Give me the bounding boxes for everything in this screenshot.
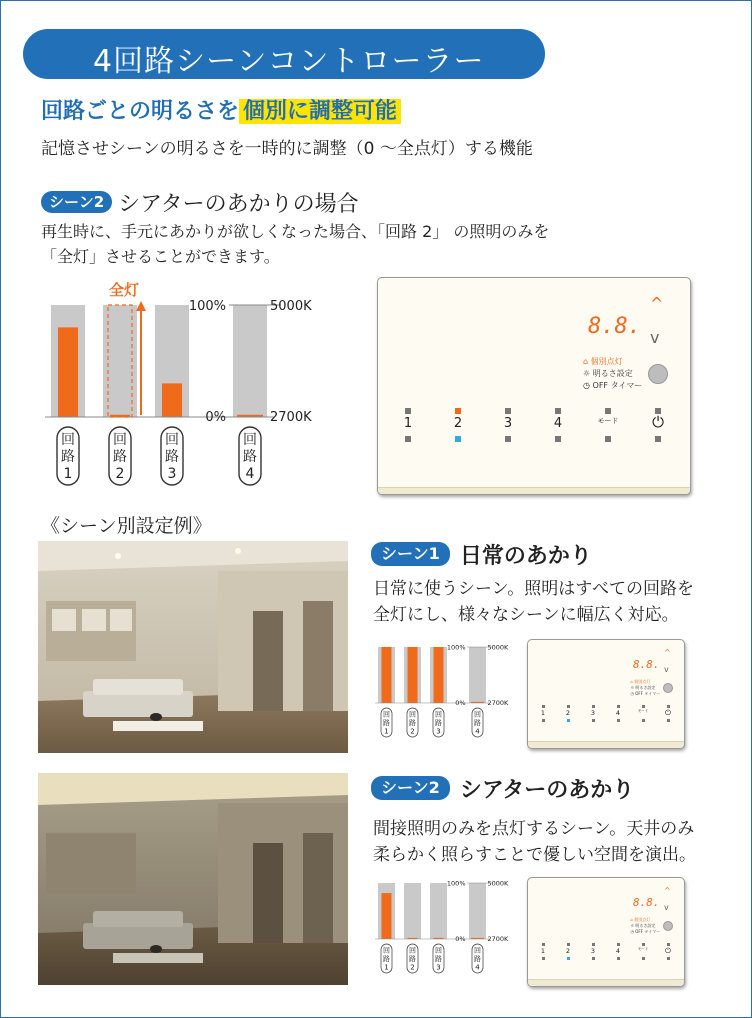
subline: 記憶させシーンの明るさを一時的に調整（0 ～全点灯）する機能 [41,139,533,159]
circuit-label-word: 路 [474,955,481,963]
button-label: 3 [590,947,596,955]
off-timer-indicator: ◷ OFF タイマー [583,381,643,390]
scene1-heading [371,539,592,570]
circuit-label-word: 回 [474,946,481,955]
circuit-label-number: 4 [475,963,480,972]
k-bottom-label: 2700K [270,410,312,425]
digital-display: 8.8. [633,658,660,671]
button-label: 4 [615,947,621,955]
circuit-label-word: 回 [383,946,390,955]
scene2-panel [527,877,685,987]
status-led [592,719,595,722]
bar-track [404,883,421,939]
off-timer-indicator: ◷ OFF タイマー [630,929,661,934]
circuit-label-word: 回 [435,710,442,719]
page-title: 4回路シーンコントローラー [93,44,485,79]
room-photo-daily [38,541,348,753]
circuit-label-word: 路 [113,449,127,465]
circuit-label-number: 2 [410,727,415,736]
scene2-title: シアターのあかり [459,778,635,803]
power-icon: ⏻ [665,945,671,955]
headline-highlight: 個別に調整可能 [239,99,401,124]
status-led [567,957,570,960]
button-led [505,408,511,414]
k-top-label: 5000K [270,299,312,314]
circuit-label-number: 4 [245,466,255,482]
scene2-chart [373,869,523,992]
circuit-label-number: 3 [167,466,177,482]
circuit-label-word: 路 [435,955,442,963]
power-icon: ⏻ [665,707,671,717]
title-banner [23,29,545,79]
desc-line: 柔らかく照らすことで優しい空間を演出。 [373,845,696,865]
bar-track [469,883,486,939]
desc-line: 「全灯」させることができます。 [41,247,280,266]
circuit-label-word: 回 [435,946,442,955]
bar [434,647,444,703]
button-label: モード [637,947,649,951]
status-led [642,719,645,722]
down-arrow-icon: v [650,328,660,347]
brightness-setting-indicator: ☼ 明るさ設定 [630,685,656,690]
bar-track [430,883,447,939]
button-led [617,943,620,946]
button-led [617,705,620,708]
status-led [592,957,595,960]
circuit-label-number: 1 [384,963,389,972]
circuit-label-word: 回 [409,710,416,719]
k-bottom-label: 2700K [487,935,509,943]
headline [41,94,401,126]
pct-top-label: 100% [446,879,466,888]
circuit-label-word: 路 [409,719,416,727]
button-label: 4 [615,709,621,717]
desc-line: 全灯にし、様々なシーンに幅広く対応。 [373,605,679,625]
button-label: 3 [503,416,513,431]
circuit-label-word: 回 [474,710,481,719]
circuit-label-word: 回 [165,432,179,448]
circuit-label-word: 路 [61,449,75,465]
bar [382,893,392,939]
circuit-label-word: 回 [61,432,75,448]
scene1-chart [373,633,523,756]
desc-line: 日常に使うシーン。照明はすべての回路を [373,579,694,599]
main-scene-heading [41,187,359,218]
button-led [642,943,645,946]
status-led [667,957,670,960]
k-top-label: 5000K [487,879,509,888]
button-label: 2 [565,947,571,955]
status-led [405,436,411,442]
full-on-label: 全灯 [108,281,140,299]
up-arrow-icon: ^ [664,648,671,657]
circuit-label-word: 路 [474,719,481,727]
desc-line: 再生時に、手元にあかりが欲しくなった場合、「回路 2」 の照明のみを [41,222,550,241]
button-led [542,943,545,946]
bar [58,327,78,417]
button-label: 4 [553,416,563,431]
button-label: 1 [540,709,546,717]
room-photo-theater [38,773,348,985]
status-led [655,436,661,442]
button-label: モード [637,709,649,713]
controller-panel [377,277,691,495]
status-led [642,957,645,960]
status-led [542,957,545,960]
off-timer-indicator: ◷ OFF タイマー [630,691,661,696]
power-icon: ⏻ [652,413,664,431]
button-led [567,943,570,946]
bar [408,647,418,703]
brightness-setting-indicator: ☼ 明るさ設定 [583,369,633,378]
headline-text: 回路ごとの明るさを [41,99,240,124]
circuit-label-word: 回 [383,710,390,719]
circuit-label-word: 路 [435,719,442,727]
full-on-arrow-head [136,301,146,311]
circuit-label-number: 1 [384,727,389,736]
circuit-label-word: 路 [243,449,257,465]
circuit-label-number: 2 [410,963,415,972]
circuit-label-word: 回 [113,432,127,448]
status-led [505,436,511,442]
status-led [555,436,561,442]
status-led [542,719,545,722]
scene1-tag: シーン1 [371,542,450,566]
pct-top-label: 100% [188,299,226,314]
status-led [567,719,570,722]
status-led [605,436,611,442]
section-title: 《シーン別設定例》 [41,515,212,537]
circuit-label-word: 回 [409,946,416,955]
button-led [592,943,595,946]
circuit-label-number: 2 [115,466,125,482]
button-led [567,705,570,708]
k-bottom-label: 2700K [487,699,509,707]
status-led [455,436,461,442]
status-led [667,719,670,722]
individual-light-indicator: ⌂ 個別点灯 [630,679,651,684]
scene-tag: シーン2 [41,191,112,213]
button-led [605,408,611,414]
status-led [617,957,620,960]
circuit-label-word: 路 [383,955,390,963]
circuit-label-number: 4 [475,727,480,736]
sensor-circle [663,683,673,693]
up-arrow-icon: ^ [650,294,664,313]
button-label: 1 [540,947,546,955]
button-label: 2 [565,709,571,717]
individual-light-indicator: ⌂ 個別点灯 [583,357,623,366]
button-led [642,705,645,708]
button-led [405,408,411,414]
circuit-label-word: 路 [383,719,390,727]
circuit-label-number: 3 [436,963,441,972]
main-scene-description [41,219,549,269]
pct-top-label: 100% [446,643,466,652]
digital-display: 8.8. [633,896,660,909]
up-arrow-icon: ^ [664,886,671,895]
sensor-circle [648,364,668,384]
pct-bottom-label: 0% [455,699,466,707]
button-label: 2 [453,416,463,431]
button-led [555,408,561,414]
circuit-label-word: 回 [243,432,257,448]
down-arrow-icon: v [664,903,669,912]
scene2-heading [371,773,634,804]
bar [162,383,182,417]
circuit-label-number: 1 [63,466,73,482]
scene2-description [373,816,696,868]
digital-display: 8.8. [588,314,641,339]
scene1-panel [527,639,685,749]
circuit-label-number: 3 [436,727,441,736]
down-arrow-icon: v [664,665,669,674]
desc-line: 間接照明のみを点灯するシーン。天井のみ [373,819,695,839]
bar [382,647,392,703]
pct-bottom-label: 0% [455,935,466,943]
k-top-label: 5000K [487,643,509,652]
individual-light-indicator: ⌂ 個別点灯 [630,917,651,922]
scene-title: シアターのあかりの場合 [118,192,359,217]
scene1-title: 日常のあかり [459,544,592,569]
panel-edge [528,741,684,748]
circuit-label-word: 路 [165,449,179,465]
button-led [592,705,595,708]
scene2-tag: シーン2 [371,776,450,800]
brightness-setting-indicator: ☼ 明るさ設定 [630,923,656,928]
button-label: 1 [403,416,413,431]
sensor-circle [663,921,673,931]
scene1-description [373,576,694,628]
circuit-label-word: 路 [409,955,416,963]
button-label: モード [597,417,619,425]
button-led [542,705,545,708]
button-label: 3 [590,709,596,717]
bar-track [469,647,486,703]
bar-track [233,305,267,417]
panel-edge [528,979,684,986]
circuit-brightness-chart [41,277,341,492]
panel-edge [378,487,690,494]
status-led [617,719,620,722]
pct-bottom-label: 0% [205,410,226,425]
button-led [455,408,461,414]
